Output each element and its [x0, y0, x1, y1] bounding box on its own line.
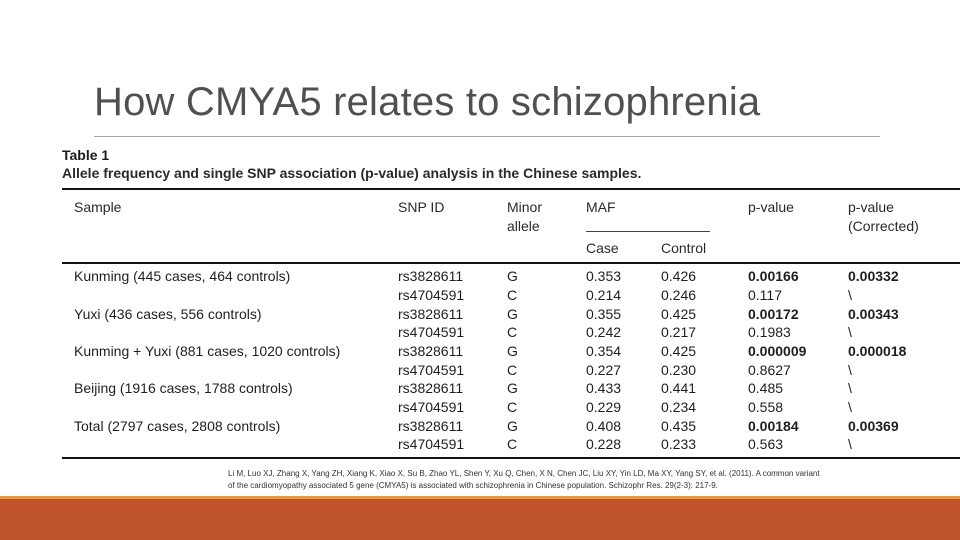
sample-label: Total (2797 cases, 2808 controls) — [74, 418, 281, 434]
maf-control-cell: 0.230 — [661, 362, 697, 378]
header-p-corrected-1: p-value — [848, 199, 894, 215]
sample-label: Beijing (1916 cases, 1788 controls) — [74, 380, 293, 396]
snp-id-cell: rs3828611 — [398, 380, 464, 396]
p-corrected-cell: \ — [848, 436, 852, 452]
table-bottom-rule — [62, 457, 960, 459]
header-allele: allele — [507, 218, 540, 234]
snp-id-cell: rs4704591 — [398, 287, 465, 303]
maf-control-cell: 0.426 — [661, 268, 697, 284]
p-value-cell: 0.00172 — [748, 306, 799, 322]
sample-label: Kunming + Yuxi (881 cases, 1020 controls) — [74, 343, 341, 359]
snp-id-cell: rs3828611 — [398, 306, 464, 322]
slide-title: How CMYA5 relates to schizophrenia — [94, 80, 761, 124]
minor-allele-cell: G — [507, 380, 518, 396]
table-header-block — [62, 146, 960, 182]
maf-case-cell: 0.229 — [586, 399, 622, 415]
p-corrected-cell: 0.00369 — [848, 418, 899, 434]
p-corrected-cell: 0.00332 — [848, 268, 899, 284]
maf-control-cell: 0.234 — [661, 399, 697, 415]
snp-id-cell: rs4704591 — [398, 362, 465, 378]
p-value-cell: 0.485 — [748, 380, 784, 396]
header-snp-id: SNP ID — [398, 199, 445, 215]
p-value-cell: 0.000009 — [748, 343, 807, 359]
footer-bar — [0, 499, 960, 540]
snp-id-cell: rs4704591 — [398, 399, 465, 415]
snp-id-cell: rs4704591 — [398, 324, 465, 340]
p-corrected-cell: \ — [848, 324, 852, 340]
snp-id-cell: rs3828611 — [398, 343, 464, 359]
title-underline — [94, 136, 880, 137]
maf-control-cell: 0.217 — [661, 324, 697, 340]
snp-id-cell: rs3828611 — [398, 418, 464, 434]
minor-allele-cell: C — [507, 436, 518, 452]
p-corrected-cell: \ — [848, 287, 852, 303]
header-sample: Sample — [74, 199, 122, 215]
minor-allele-cell: G — [507, 306, 518, 322]
p-value-cell: 0.563 — [748, 436, 784, 452]
header-control: Control — [661, 240, 707, 256]
maf-control-cell: 0.246 — [661, 287, 697, 303]
maf-subrule — [586, 231, 710, 232]
header-case: Case — [586, 240, 619, 256]
citation-text: Li M, Luo XJ, Zhang X, Yang ZH, Xiang K, Xiao X, Su B, Zhao YL, Shen Y, Xu Q, Chen, X N, Chen JC, Liu XY, Yin LD, Ma XY, Yang SY, et al. (2011). A common variant of the cardiomyopathy associated 5 gene (CMYA5) is associated with schizophrenia in Chinese population. Schizophr Res. 29(2-3): 217-9. — [228, 469, 820, 490]
maf-control-cell: 0.441 — [661, 380, 697, 396]
minor-allele-cell: G — [507, 418, 518, 434]
header-p-value: p-value — [748, 199, 794, 215]
minor-allele-cell: C — [507, 287, 518, 303]
minor-allele-cell: G — [507, 268, 518, 284]
p-value-cell: 0.117 — [748, 287, 782, 303]
maf-control-cell: 0.435 — [661, 418, 697, 434]
snp-id-cell: rs4704591 — [398, 436, 465, 452]
maf-control-cell: 0.425 — [661, 306, 697, 322]
maf-case-cell: 0.433 — [586, 380, 622, 396]
maf-case-cell: 0.214 — [586, 287, 622, 303]
snp-id-cell: rs3828611 — [398, 268, 464, 284]
p-value-cell: 0.00184 — [748, 418, 799, 434]
table-label: Table 1 — [62, 147, 110, 163]
p-corrected-cell: \ — [848, 380, 852, 396]
sample-label: Kunming (445 cases, 464 controls) — [74, 268, 291, 284]
p-value-cell: 0.1983 — [748, 324, 791, 340]
minor-allele-cell: G — [507, 343, 518, 359]
maf-control-cell: 0.233 — [661, 436, 697, 452]
maf-case-cell: 0.354 — [586, 343, 622, 359]
maf-case-cell: 0.242 — [586, 324, 622, 340]
maf-case-cell: 0.227 — [586, 362, 622, 378]
p-value-cell: 0.00166 — [748, 268, 799, 284]
header-minor: Minor — [507, 199, 543, 215]
minor-allele-cell: C — [507, 324, 518, 340]
minor-allele-cell: C — [507, 362, 518, 378]
sample-label: Yuxi (436 cases, 556 controls) — [74, 306, 262, 322]
p-value-cell: 0.8627 — [748, 362, 791, 378]
p-corrected-cell: 0.00343 — [848, 306, 899, 322]
header-p-corrected-2: (Corrected) — [848, 218, 919, 234]
maf-case-cell: 0.408 — [586, 418, 622, 434]
maf-case-cell: 0.355 — [586, 306, 622, 322]
maf-case-cell: 0.228 — [586, 436, 622, 452]
maf-control-cell: 0.425 — [661, 343, 697, 359]
p-corrected-cell: 0.000018 — [848, 343, 907, 359]
p-corrected-cell: \ — [848, 399, 852, 415]
header-maf: MAF — [586, 199, 616, 215]
table-caption: Allele frequency and single SNP association (p-value) analysis in the Chinese samples. — [62, 165, 642, 181]
header-bottom-rule — [62, 262, 960, 264]
table-top-rule — [62, 188, 960, 190]
p-corrected-cell: \ — [848, 362, 852, 378]
p-value-cell: 0.558 — [748, 399, 784, 415]
minor-allele-cell: C — [507, 399, 518, 415]
maf-case-cell: 0.353 — [586, 268, 622, 284]
